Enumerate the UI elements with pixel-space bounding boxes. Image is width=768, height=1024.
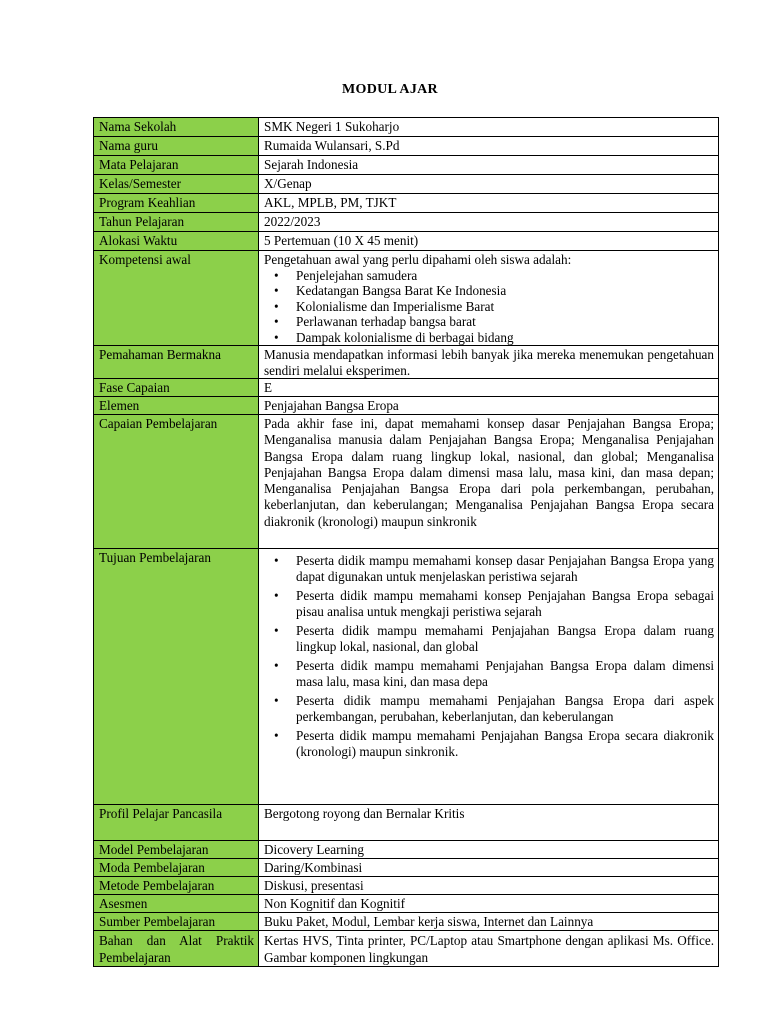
value-mata-pelajaran: Sejarah Indonesia <box>259 156 719 175</box>
label-bahan-alat-line1: Bahan dan Alat Praktik <box>99 933 254 948</box>
table-row <box>94 379 719 397</box>
value-tujuan-pembelajaran <box>259 549 719 805</box>
value-bahan-alat: Kertas HVS, Tinta printer, PC/Laptop atau Smartphone dengan aplikasi Ms. Office. Gambar komponen lingkungan <box>259 931 719 967</box>
label-asesmen: Asesmen <box>94 895 259 913</box>
modul-ajar-table <box>93 117 719 967</box>
list-item: • Peserta didik mampu memahami Penjajahan Bangsa Eropa dalam ruang lingkup lokal, nasional, dan global <box>296 623 714 655</box>
value-moda-pembelajaran: Daring/Kombinasi <box>259 859 719 877</box>
table-row <box>94 913 719 931</box>
label-bahan-alat-line2: Pembelajaran <box>99 950 171 965</box>
value-program-keahlian: AKL, MPLB, PM, TJKT <box>259 194 719 213</box>
value-tahun-pelajaran: 2022/2023 <box>259 213 719 232</box>
list-item: • Peserta didik mampu memahami Penjajahan Bangsa Eropa dalam dimensi masa lalu, masa kini, dan masa depa <box>296 658 714 690</box>
label-program-keahlian: Program Keahlian <box>94 194 259 213</box>
list-item: • Perlawanan terhadap bangsa barat <box>296 314 714 330</box>
label-kompetensi-awal: Kompetensi awal <box>94 251 259 346</box>
value-profil-pelajar: Bergotong royong dan Bernalar Kritis <box>259 805 719 841</box>
table-row <box>94 415 719 549</box>
value-pemahaman-bermakna: Manusia mendapatkan informasi lebih banyak jika mereka menemukan pengetahuan sendiri melalui eksperimen. <box>259 346 719 379</box>
list-item: • Kedatangan Bangsa Barat Ke Indonesia <box>296 283 714 299</box>
list-item: • Penjelejahan samudera <box>296 268 714 284</box>
value-metode-pembelajaran: Diskusi, presentasi <box>259 877 719 895</box>
value-kompetensi-awal <box>259 251 719 346</box>
list-item: • Peserta didik mampu memahami konsep Penjajahan Bangsa Eropa sebagai pisau analisa untuk mengkaji peristiwa sejarah <box>296 588 714 620</box>
label-moda-pembelajaran: Moda Pembelajaran <box>94 859 259 877</box>
table-row <box>94 841 719 859</box>
label-mata-pelajaran: Mata Pelajaran <box>94 156 259 175</box>
table-row <box>94 346 719 379</box>
list-item: • Peserta didik mampu memahami konsep dasar Penjajahan Bangsa Eropa yang dapat digunakan untuk menjelaskan peristiwa sejarah <box>296 553 714 585</box>
table-row <box>94 137 719 156</box>
value-fase-capaian: E <box>259 379 719 397</box>
value-nama-sekolah: SMK Negeri 1 Sukoharjo <box>259 118 719 137</box>
table-row <box>94 251 719 346</box>
table-row <box>94 859 719 877</box>
value-alokasi-waktu: 5 Pertemuan (10 X 45 menit) <box>259 232 719 251</box>
list-item: • Peserta didik mampu memahami Penjajahan Bangsa Eropa dari aspek perkembangan, perubahan, keberlanjutan, dan keberulangan <box>296 693 714 725</box>
list-item: • Peserta didik mampu memahami Penjajahan Bangsa Eropa secara diakronik (kronologi) maupun sinkronik. <box>296 728 714 760</box>
table-row <box>94 194 719 213</box>
table-row <box>94 805 719 841</box>
table-row <box>94 213 719 232</box>
table-row <box>94 232 719 251</box>
table-row <box>94 156 719 175</box>
table-row <box>94 877 719 895</box>
value-sumber-pembelajaran: Buku Paket, Modul, Lembar kerja siswa, Internet dan Lainnya <box>259 913 719 931</box>
table-row <box>94 931 719 967</box>
value-kelas-semester: X/Genap <box>259 175 719 194</box>
value-elemen: Penjajahan Bangsa Eropa <box>259 397 719 415</box>
table-row <box>94 118 719 137</box>
label-pemahaman-bermakna: Pemahaman Bermakna <box>94 346 259 379</box>
kompetensi-intro: Pengetahuan awal yang perlu dipahami oleh siswa adalah: <box>264 252 572 267</box>
label-fase-capaian: Fase Capaian <box>94 379 259 397</box>
table-row <box>94 549 719 805</box>
value-nama-guru: Rumaida Wulansari, S.Pd <box>259 137 719 156</box>
table-row <box>94 175 719 194</box>
label-nama-guru: Nama guru <box>94 137 259 156</box>
label-tahun-pelajaran: Tahun Pelajaran <box>94 213 259 232</box>
label-elemen: Elemen <box>94 397 259 415</box>
value-capaian-pembelajaran: Pada akhir fase ini, dapat memahami konsep dasar Penjajahan Bangsa Eropa; Menganalisa manusia dalam Penjajahan Bangsa Eropa; Menganalisa Penjajahan Bangsa Eropa dalam ruang lingkup lokal, nasional, dan global; Menganalisa Penjajahan Bangsa Eropa dalam dimensi masa lalu, masa kini, dan masa depan; Menganalisa Penjajahan Bangsa Eropa dari pola perkembangan, perubahan, keberlanjutan, dan keberulangan; Menganalisa Penjajahan Bangsa Eropa secara diakronik (kronologi) maupun sinkronik <box>259 415 719 549</box>
list-item: • Dampak kolonialisme di berbagai bidang <box>296 330 714 346</box>
label-tujuan-pembelajaran: Tujuan Pembelajaran <box>94 549 259 805</box>
list-item: • Kolonialisme dan Imperialisme Barat <box>296 299 714 315</box>
label-sumber-pembelajaran: Sumber Pembelajaran <box>94 913 259 931</box>
label-model-pembelajaran: Model Pembelajaran <box>94 841 259 859</box>
table-row <box>94 895 719 913</box>
value-asesmen: Non Kognitif dan Kognitif <box>259 895 719 913</box>
label-profil-pelajar: Profil Pelajar Pancasila <box>94 805 259 841</box>
tujuan-list <box>264 553 714 760</box>
label-bahan-alat <box>94 931 259 967</box>
label-kelas-semester: Kelas/Semester <box>94 175 259 194</box>
label-capaian-pembelajaran: Capaian Pembelajaran <box>94 415 259 549</box>
label-nama-sekolah: Nama Sekolah <box>94 118 259 137</box>
label-alokasi-waktu: Alokasi Waktu <box>94 232 259 251</box>
kompetensi-list <box>264 268 714 346</box>
value-model-pembelajaran: Dicovery Learning <box>259 841 719 859</box>
table-row <box>94 397 719 415</box>
document-title: MODUL AJAR <box>342 82 438 97</box>
label-metode-pembelajaran: Metode Pembelajaran <box>94 877 259 895</box>
